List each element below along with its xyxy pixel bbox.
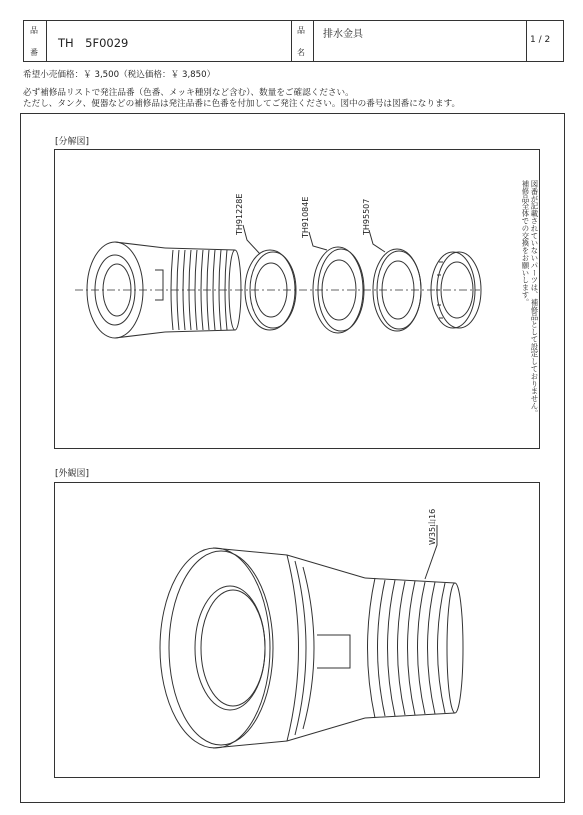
ext-flange-outer (160, 548, 270, 748)
external-view-drawing (55, 483, 541, 779)
part-no-label-1: 品 (30, 26, 38, 35)
external-view-title: [外観図] (55, 469, 90, 479)
page-cell (526, 21, 563, 61)
product-name: 排水金具 (323, 29, 363, 40)
side-note-line-2: 補修品全体での交換をお願いします。 (521, 180, 530, 306)
name-label-2: 名 (297, 48, 305, 57)
part-number: TH 5F0029 (58, 36, 129, 50)
name-label-1: 品 (297, 26, 305, 35)
part-no-label-2: 番 (30, 48, 38, 57)
slot (155, 270, 163, 300)
part-no-label-cell (24, 21, 47, 61)
part-label-3: TH95507 (362, 198, 371, 235)
part-label-1: TH91228E (235, 193, 244, 235)
exploded-view-title: [分解図] (55, 137, 90, 147)
exploded-view-frame (54, 149, 540, 449)
notice-line-2: ただし、タンク、便器などの補修品は発注品番に色番を付加してご発注ください。図中の番号は図番になります。 (23, 99, 461, 109)
leader-3 (369, 230, 385, 252)
thread-label: W35山16 (428, 508, 437, 545)
side-note-line-1: 図番が記載されていないパーツは、補修品として設定しておりません。 (530, 180, 539, 417)
ext-body-edge (213, 548, 287, 748)
part-no-cell (46, 21, 292, 61)
name-label-cell (291, 21, 314, 61)
ext-opening-inner (201, 590, 265, 706)
exploded-view-drawing (55, 150, 541, 450)
notice-line-1: 必ず補修品リストで発注品番（色番、メッキ種別など含む）、数量をご確認ください。 (23, 88, 354, 98)
ext-slot (317, 635, 350, 668)
side-note (521, 180, 539, 417)
header-table (23, 20, 564, 62)
name-cell (313, 21, 527, 61)
external-view-frame (54, 482, 540, 778)
page-number: 1 / 2 (530, 35, 551, 45)
leader-2 (309, 232, 327, 250)
part-label-2: TH91084E (301, 196, 310, 238)
price-line: 希望小売価格：￥ 3,500（税込価格：￥ 3,850） (23, 70, 216, 80)
leader-1 (243, 225, 260, 254)
ext-thread (365, 578, 463, 718)
